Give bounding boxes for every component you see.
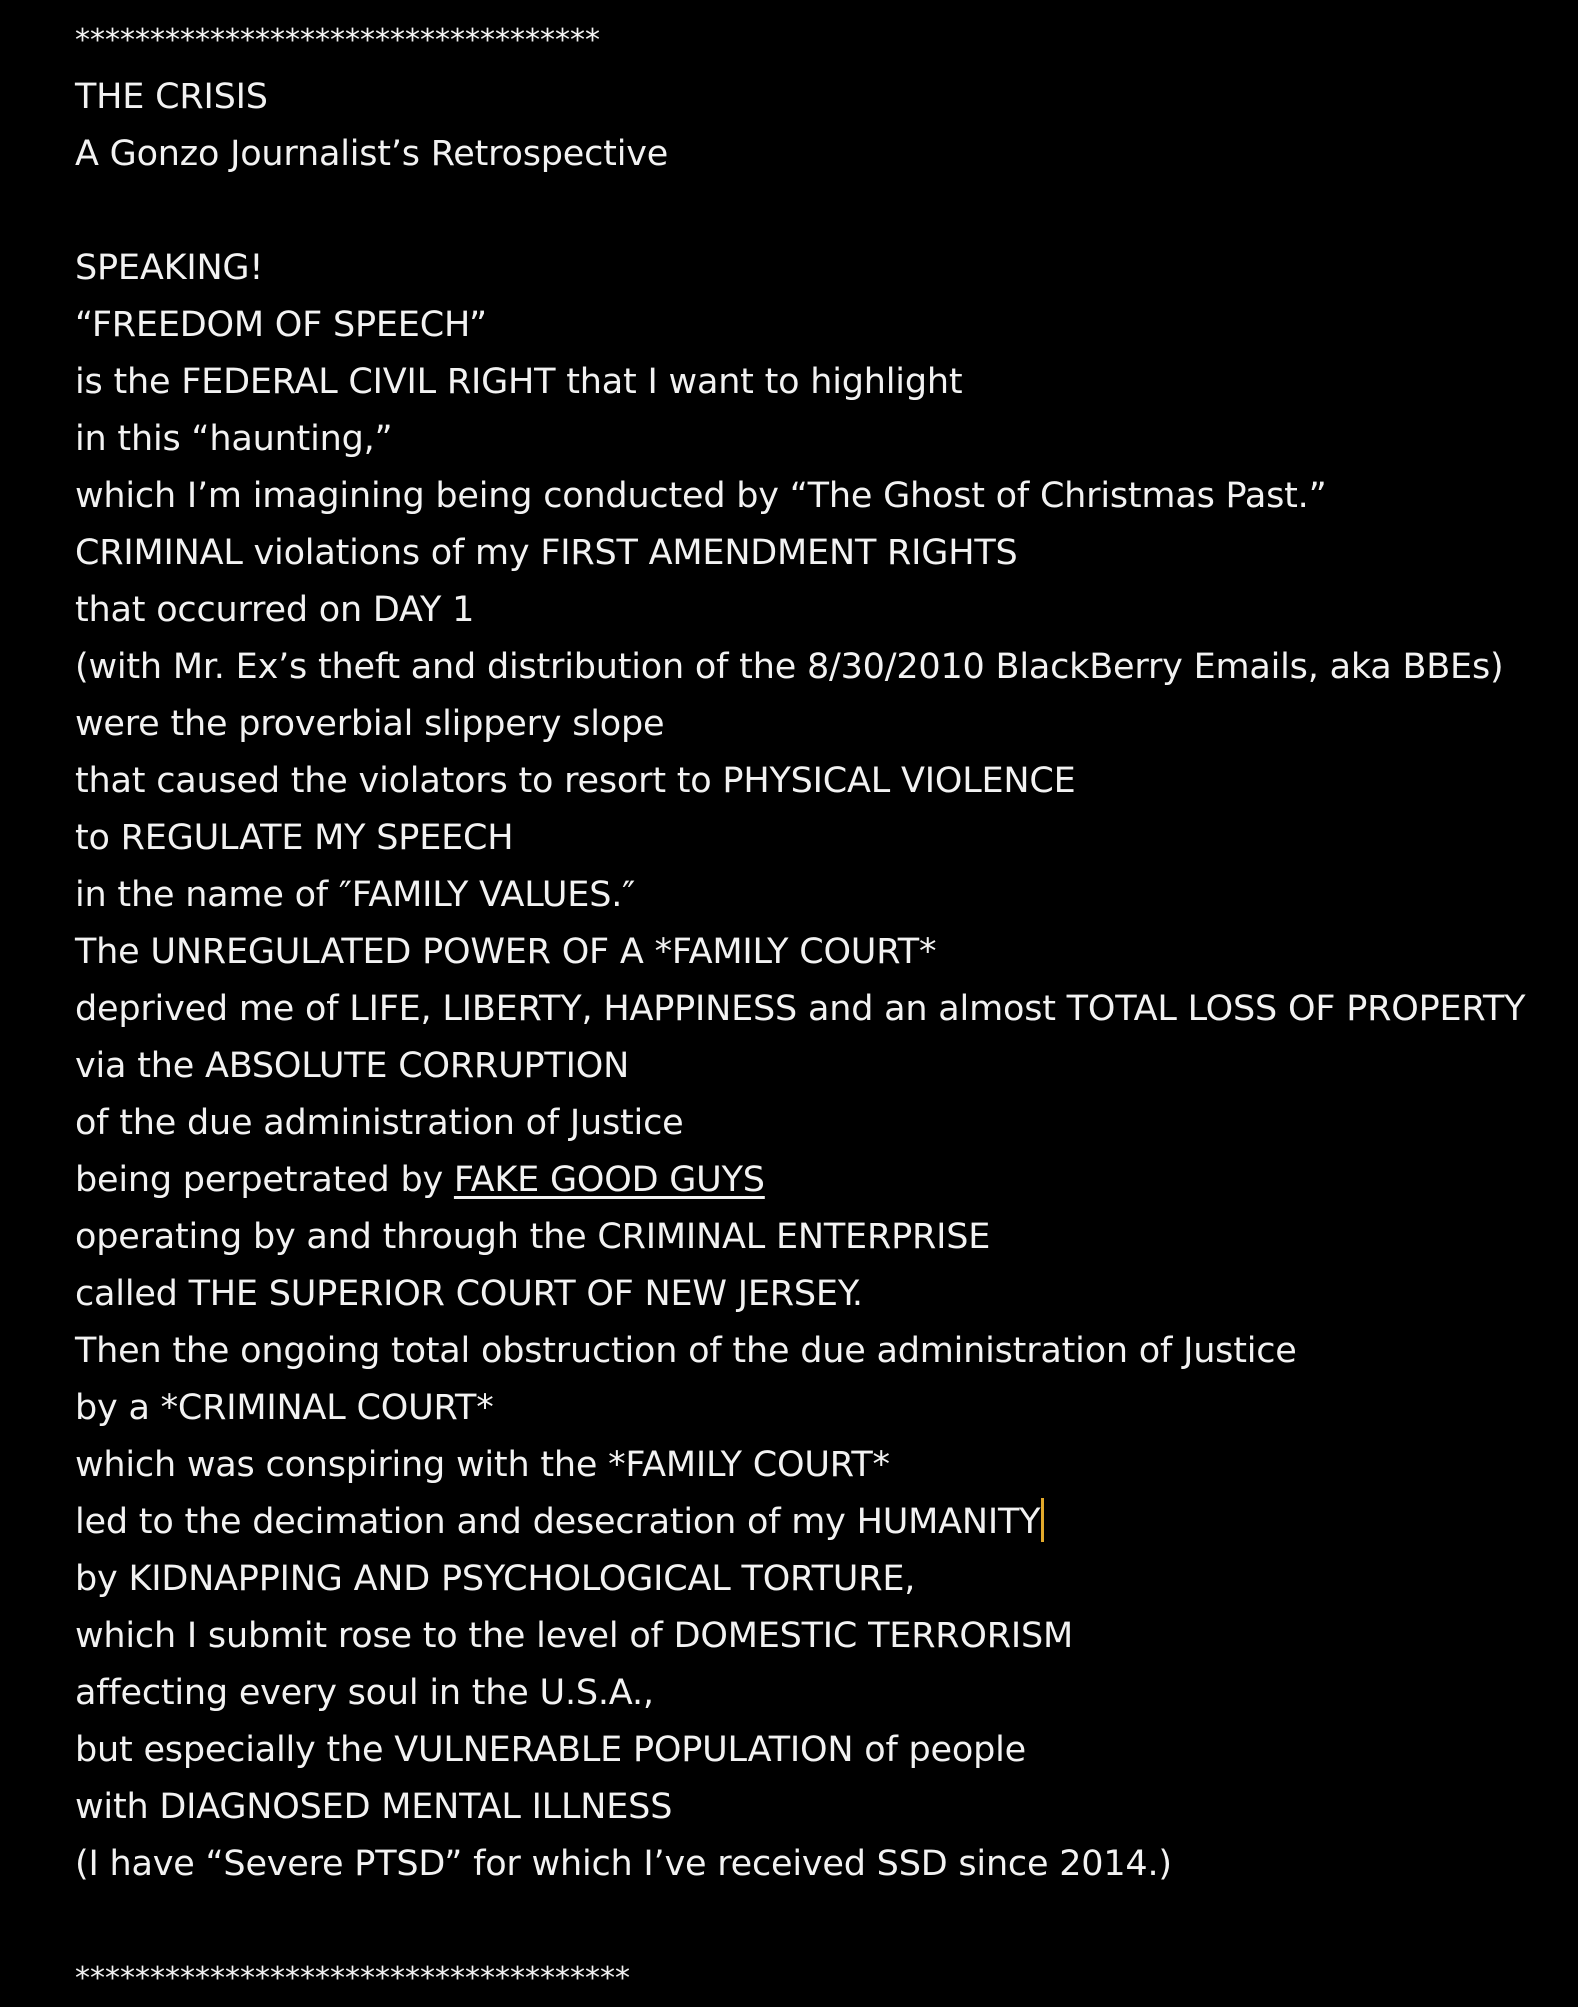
text-line: were the proverbial slippery slope (75, 704, 665, 744)
text-line: in the name of ″FAMILY VALUES.″ (75, 875, 636, 915)
text-line: (I have “Severe PTSD” for which I’ve received SSD since 2014.) (75, 1844, 1172, 1884)
text-line: affecting every soul in the U.S.A., (75, 1673, 654, 1713)
text-line: SPEAKING! (75, 248, 264, 288)
underlined-phrase: FAKE GOOD GUYS (453, 1160, 765, 1200)
text-line: by a *CRIMINAL COURT* (75, 1388, 494, 1428)
text-line: in this “haunting,” (75, 419, 393, 459)
text-line: CRIMINAL violations of my FIRST AMENDMENT RIGHTS (75, 533, 1018, 573)
underline-prefix: being perpetrated by (75, 1160, 454, 1200)
divider-top: *********************************** (75, 23, 600, 58)
text-line: that occurred on DAY 1 (75, 590, 475, 630)
text-line: but especially the VULNERABLE POPULATION of people (75, 1730, 1026, 1770)
text-cursor[interactable] (1041, 1498, 1044, 1542)
text-line: deprived me of LIFE, LIBERTY, HAPPINESS and an almost TOTAL LOSS OF PROPERTY (75, 989, 1526, 1029)
divider-bottom: ************************************* (75, 1961, 630, 1996)
text-line-with-cursor (75, 1494, 1565, 1551)
text-line: which was conspiring with the *FAMILY COURT* (75, 1445, 890, 1485)
note-title: THE CRISIS (75, 77, 268, 117)
text-line: by KIDNAPPING AND PSYCHOLOGICAL TORTURE, (75, 1559, 916, 1599)
blank-line (75, 1893, 1565, 1950)
text-line: which I’m imagining being conducted by “The Ghost of Christmas Past.” (75, 476, 1327, 516)
text-line: which I submit rose to the level of DOMESTIC TERRORISM (75, 1616, 1074, 1656)
text-line: that caused the violators to resort to PHYSICAL VIOLENCE (75, 761, 1076, 801)
text-line: operating by and through the CRIMINAL ENTERPRISE (75, 1217, 991, 1257)
text-line: Then the ongoing total obstruction of the due administration of Justice (75, 1331, 1297, 1371)
text-line: (with Mr. Ex’s theft and distribution of the 8/30/2010 BlackBerry Emails, aka BBEs) (75, 647, 1504, 687)
note-subtitle: A Gonzo Journalist’s Retrospective (75, 134, 669, 174)
text-line: with DIAGNOSED MENTAL ILLNESS (75, 1787, 673, 1827)
cursor-line-text: led to the decimation and desecration of my HUMANITY (75, 1502, 1041, 1542)
text-line: via the ABSOLUTE CORRUPTION (75, 1046, 630, 1086)
text-line: called THE SUPERIOR COURT OF NEW JERSEY. (75, 1274, 863, 1314)
text-line-with-underline (75, 1152, 1565, 1209)
text-line: The UNREGULATED POWER OF A *FAMILY COURT* (75, 932, 937, 972)
blank-line (75, 183, 1565, 240)
text-line: of the due administration of Justice (75, 1103, 684, 1143)
note-body[interactable] (75, 12, 1565, 2007)
text-line: “FREEDOM OF SPEECH” (75, 305, 487, 345)
text-line: to REGULATE MY SPEECH (75, 818, 514, 858)
text-line: is the FEDERAL CIVIL RIGHT that I want to highlight (75, 362, 963, 402)
